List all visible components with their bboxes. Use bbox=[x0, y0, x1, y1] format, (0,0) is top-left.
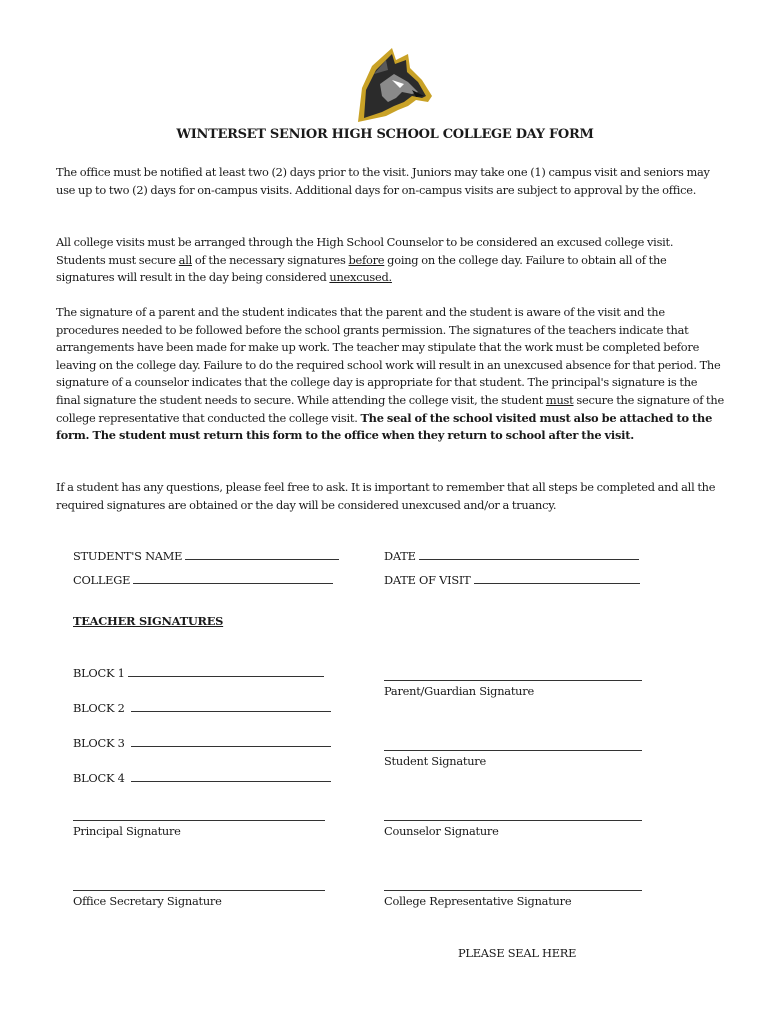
wolf-head-mascot-icon bbox=[352, 44, 436, 126]
college-rep-signature-line[interactable] bbox=[384, 890, 642, 891]
counselor-signature-line[interactable] bbox=[384, 820, 642, 821]
form-title: WINTERSET SENIOR HIGH SCHOOL COLLEGE DAY FORM bbox=[176, 127, 594, 142]
seal-note: PLEASE SEAL HERE bbox=[458, 946, 577, 960]
counselor-signature-label: Counselor Signature bbox=[384, 824, 499, 838]
block1-signature-field[interactable]: BLOCK 1 bbox=[73, 666, 324, 680]
principal-signature-line[interactable] bbox=[73, 820, 325, 821]
date-field[interactable]: DATE bbox=[384, 549, 639, 563]
parent-signature-label: Parent/Guardian Signature bbox=[384, 684, 534, 698]
visits-paragraph: All college visits must be arranged through the High School Counselor to be considered an excused college visit. Students must secure all of the necessary signatures before going on the college day. Failure to obtain all of the signatures will result in the day being considered unexcused. bbox=[56, 235, 674, 285]
questions-paragraph: If a student has any questions, please feel free to ask. It is important to remember that all steps be completed and all the required signatures are obtained or the day will be considered unexcused and/or a truancy. bbox=[56, 480, 716, 512]
student-signature-line[interactable] bbox=[384, 750, 642, 751]
college-field[interactable]: COLLEGE bbox=[73, 573, 333, 587]
block2-signature-field[interactable]: BLOCK 2 bbox=[73, 701, 331, 715]
student-signature-label: Student Signature bbox=[384, 754, 486, 768]
block3-signature-field[interactable]: BLOCK 3 bbox=[73, 736, 331, 750]
signatures-paragraph: The signature of a parent and the student indicates that the parent and the student is aware of the visit and the procedures needed to be followed before the school grants permission. The signatures of the teachers indicate that arrangements have been made for make up work. The teacher may stipulate that the work must be completed before leaving on the college day. Failure to do the required school work will result in an unexcused absence for that period. The signature of a counselor indicates that the college day is appropriate for that student. The principal's signature is the final signature the student needs to secure. While attending the college visit, the student must secure the signature of the college representative that conducted the college visit. The seal of the school visited must also be attached to the form. The student must return this form to the office when they return to school after the visit. bbox=[56, 305, 724, 443]
teacher-signatures-heading: TEACHER SIGNATURES bbox=[73, 614, 224, 628]
date-of-visit-field[interactable]: DATE OF VISIT bbox=[384, 573, 640, 587]
block4-signature-field[interactable]: BLOCK 4 bbox=[73, 771, 331, 785]
principal-signature-label: Principal Signature bbox=[73, 824, 181, 838]
college-rep-signature-label: College Representative Signature bbox=[384, 894, 572, 908]
parent-signature-line[interactable] bbox=[384, 680, 642, 681]
office-secretary-signature-line[interactable] bbox=[73, 890, 325, 891]
office-secretary-signature-label: Office Secretary Signature bbox=[73, 894, 222, 908]
student-name-field[interactable]: STUDENT'S NAME bbox=[73, 549, 339, 563]
notice-paragraph: The office must be notified at least two (2) days prior to the visit. Juniors may take one (1) campus visit and seniors may use up to two (2) days for on-campus visits. Additional days for on-campus visits are subject to approval by the office. bbox=[56, 165, 710, 197]
